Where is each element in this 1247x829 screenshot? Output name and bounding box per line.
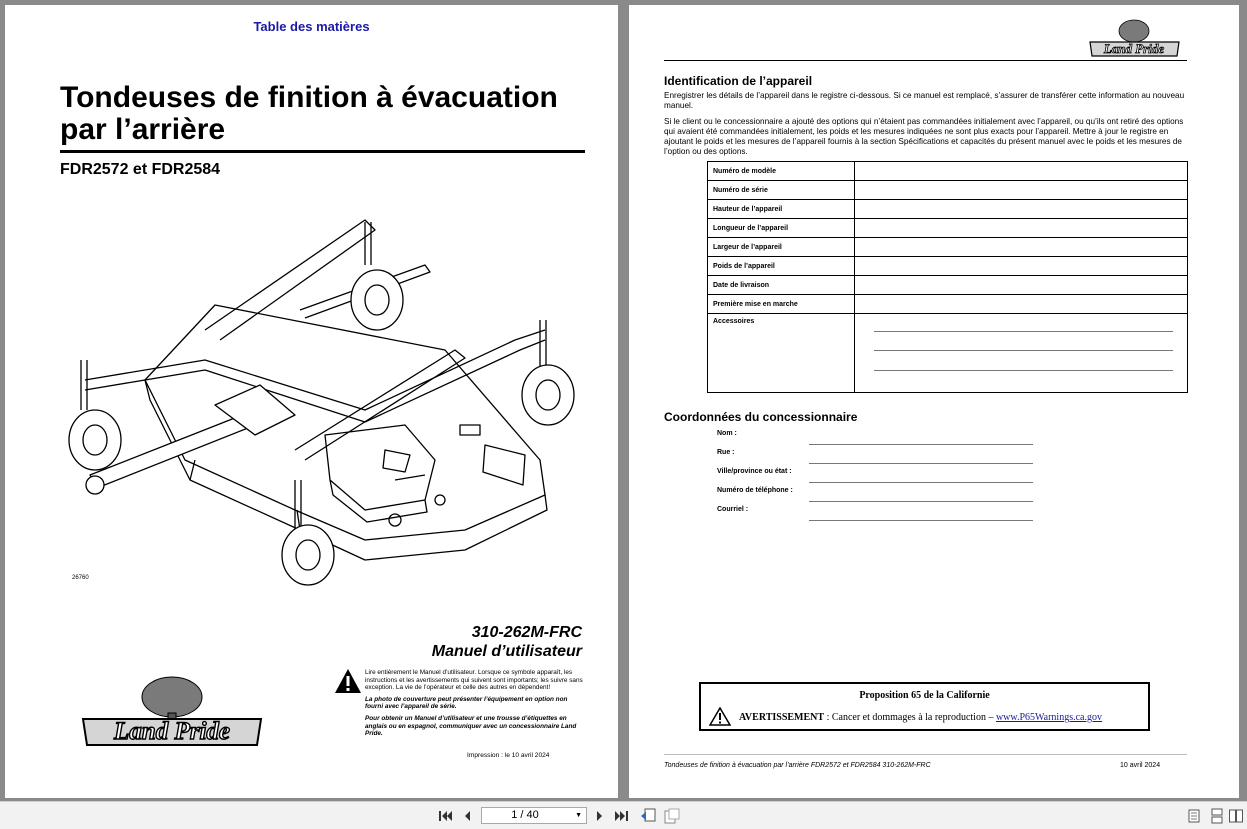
register-value-field[interactable] [855, 181, 1188, 200]
single-page-view-button[interactable] [1186, 808, 1202, 824]
prop65-title: Proposition 65 de la Californie [859, 690, 990, 701]
table-row [708, 238, 1188, 257]
toc-link[interactable]: Table des matières [253, 19, 370, 34]
last-page-button[interactable] [614, 808, 630, 824]
table-row [708, 219, 1188, 238]
dealer-field-label: Rue : [717, 449, 735, 456]
footer-date: 10 avril 2024 [1120, 762, 1161, 769]
identification-page [629, 5, 1239, 798]
footer-rule [664, 754, 1187, 755]
register-value-field[interactable] [855, 219, 1188, 238]
land-pride-logo [77, 675, 267, 755]
print-date: Impression : le 10 avril 2024 [467, 752, 550, 759]
identification-options-note: Si le client ou le concessionnaire a ajouté des options qui n’étaient pas commandées initialement avec l’appareil, ou qu’ils ont retiré des options qui avaient été commandées initialement, les poids et les mesures indiquées ne sont plus exacts pour l’appareil. Mettre à jour le registre en ajoutant le poids et les mesures de l’appareil fournis à la section Spécifications et capacités du présent manuel avec le poids et les mesures de l’option ou des options. [664, 117, 1184, 156]
viewer-toolbar [0, 801, 1247, 829]
register-label: Numéro de modèle [708, 162, 855, 181]
table-row [708, 257, 1188, 276]
go-forward-icon [664, 808, 680, 824]
header-rule [664, 60, 1187, 61]
land-pride-logo-small [1087, 18, 1182, 60]
register-value-field[interactable] [855, 162, 1188, 181]
safety-notice [365, 669, 585, 742]
equipment-register-table [707, 161, 1188, 393]
footer-title: Tondeuses de finition à évacuation par l’arrière FDR2572 et FDR2584 310-262M-FRC [664, 762, 931, 769]
go-back-icon [640, 808, 656, 824]
manual-number: 310-262M-FRC [471, 624, 582, 641]
dealer-field-label: Courriel : [717, 506, 749, 513]
last-page-icon [615, 810, 629, 822]
svg-text:Land Pride: Land Pride [114, 718, 230, 745]
next-page-button[interactable] [592, 808, 608, 824]
figure-code: 26760 [72, 575, 89, 581]
warning-triangle-icon [334, 668, 362, 694]
page-number-select[interactable] [481, 807, 587, 824]
register-value-field[interactable] [855, 238, 1188, 257]
register-label: Largeur de l’appareil [708, 238, 855, 257]
table-row [708, 276, 1188, 295]
go-back-button[interactable] [640, 808, 656, 824]
accessories-field[interactable] [855, 314, 1188, 393]
facing-view-button[interactable] [1228, 808, 1244, 824]
manual-type: Manuel d’utilisateur [431, 643, 582, 660]
continuous-view-icon [1211, 808, 1223, 824]
manual-id-block [432, 623, 582, 661]
model-subtitle: FDR2572 et FDR2584 [60, 161, 221, 178]
register-label: Première mise en marche [708, 295, 855, 314]
mower-illustration [65, 210, 585, 595]
dealer-field-label: Ville/province ou état : [717, 468, 792, 475]
facing-view-icon [1229, 809, 1243, 823]
manual-order-note: Pour obtenir un Manuel d’utilisateur et une trousse d’étiquettes en anglais ou en espagnol, communiquer avec un concessionnaire Land Pride. [365, 714, 577, 738]
safety-warning-text: Lire entièrement le Manuel d’utilisateur. Lorsque ce symbole apparaît, les instructions et les avertissements qui suivent sont importants; les suivre sans exception. La vie de l’opérateur et celle des autres en dépendent! [365, 669, 583, 692]
dealer-field-input[interactable] [809, 463, 1033, 464]
prop65-link[interactable]: www.P65Warnings.ca.gov [995, 712, 1102, 723]
register-value-field[interactable] [855, 276, 1188, 295]
dealer-field-input[interactable] [809, 501, 1033, 502]
prop65-text: : Cancer et dommages à la reproduction – [824, 712, 996, 723]
prev-page-button[interactable] [459, 808, 475, 824]
table-row [708, 200, 1188, 219]
identification-intro: Enregistrer les détails de l’appareil dans le registre ci-dessous. Si ce manuel est remplacé, s’assurer de transférer cette information au nouveau manuel. [664, 91, 1185, 110]
table-row [708, 295, 1188, 314]
register-label: Hauteur de l’appareil [708, 200, 855, 219]
register-label: Date de livraison [708, 276, 855, 295]
register-value-field[interactable] [855, 295, 1188, 314]
dealer-field-input[interactable] [809, 444, 1033, 445]
cover-photo-note: La photo de couverture peut présenter l’équipement en option non fourni avec l’appareil de série. [365, 695, 568, 711]
identification-title: Identification de l’appareil [664, 74, 813, 88]
dealer-field-input[interactable] [809, 482, 1033, 483]
dealer-field-label: Nom : [717, 430, 737, 437]
title-divider [60, 150, 585, 153]
page-number-value: 1 / 40 [511, 809, 539, 821]
dealer-field-label: Numéro de téléphone : [717, 487, 793, 494]
first-page-button[interactable] [437, 808, 453, 824]
prop65-warning-box [699, 682, 1150, 731]
svg-text:Land Pride: Land Pride [1103, 41, 1165, 56]
go-forward-button[interactable] [664, 808, 680, 824]
prop65-body [739, 712, 1102, 723]
dealer-title: Coordonnées du concessionnaire [664, 410, 858, 424]
register-value-field[interactable] [855, 257, 1188, 276]
page-title: Tondeuses de finition à évacuation par l’arrière [60, 81, 558, 146]
cover-page [5, 5, 618, 798]
continuous-view-button[interactable] [1209, 808, 1225, 824]
next-page-icon [595, 810, 605, 822]
register-label: Numéro de série [708, 181, 855, 200]
dropdown-arrow-icon: ▼ [575, 812, 582, 819]
register-label: Longueur de l’appareil [708, 219, 855, 238]
prev-page-icon [462, 810, 472, 822]
table-row [708, 314, 1188, 393]
accessories-label: Accessoires [708, 314, 855, 393]
first-page-icon [438, 810, 452, 822]
register-label: Poids de l’appareil [708, 257, 855, 276]
prop65-label: AVERTISSEMENT [739, 712, 825, 723]
table-row [708, 162, 1188, 181]
table-row [708, 181, 1188, 200]
register-value-field[interactable] [855, 200, 1188, 219]
warning-triangle-icon [709, 707, 731, 726]
dealer-field-input[interactable] [809, 520, 1033, 521]
single-page-view-icon [1188, 809, 1200, 823]
